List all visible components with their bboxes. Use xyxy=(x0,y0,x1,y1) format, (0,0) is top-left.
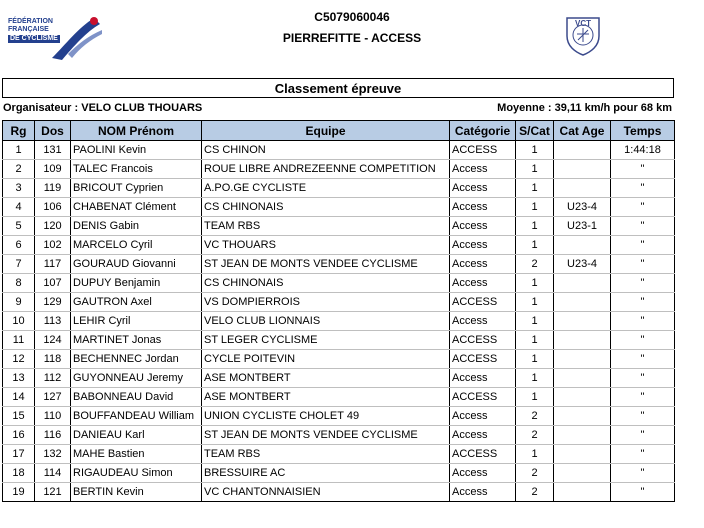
bib-cell: 131 xyxy=(35,141,71,160)
bib-cell: 116 xyxy=(35,426,71,445)
category-cell: ACCESS xyxy=(450,331,516,350)
time-cell: " xyxy=(611,331,675,350)
bib-cell: 127 xyxy=(35,388,71,407)
subcategory-cell: 1 xyxy=(516,445,554,464)
organizer-label: Organisateur : VELO CLUB THOUARS xyxy=(3,102,203,114)
table-row xyxy=(3,198,675,217)
rank-cell: 14 xyxy=(3,388,35,407)
time-cell: " xyxy=(611,407,675,426)
rank-cell: 9 xyxy=(3,293,35,312)
col-header-bib: Dos xyxy=(35,121,71,141)
bib-cell: 102 xyxy=(35,236,71,255)
table-row xyxy=(3,445,675,464)
table-row xyxy=(3,350,675,369)
team-cell: CS CHINONAIS xyxy=(202,198,450,217)
bib-cell: 114 xyxy=(35,464,71,483)
subcategory-cell: 1 xyxy=(516,236,554,255)
team-cell: ROUE LIBRE ANDREZEENNE COMPETITION xyxy=(202,160,450,179)
time-cell: " xyxy=(611,179,675,198)
bib-cell: 119 xyxy=(35,179,71,198)
name-cell: BRICOUT Cyprien xyxy=(71,179,202,198)
age-category-cell: U23-1 xyxy=(554,217,611,236)
name-cell: BABONNEAU David xyxy=(71,388,202,407)
name-cell: CHABENAT Clément xyxy=(71,198,202,217)
team-cell: CYCLE POITEVIN xyxy=(202,350,450,369)
subcategory-cell: 1 xyxy=(516,179,554,198)
table-row xyxy=(3,255,675,274)
age-category-cell xyxy=(554,293,611,312)
age-category-cell xyxy=(554,464,611,483)
col-header-rank: Rg xyxy=(3,121,35,141)
federation-line1: FÉDÉRATION xyxy=(8,18,53,25)
category-cell: Access xyxy=(450,179,516,198)
age-category-cell xyxy=(554,179,611,198)
club-logo-text: VCT xyxy=(575,19,591,28)
bib-cell: 124 xyxy=(35,331,71,350)
rank-cell: 8 xyxy=(3,274,35,293)
name-cell: LEHIR Cyril xyxy=(71,312,202,331)
team-cell: ST JEAN DE MONTS VENDEE CYCLISME xyxy=(202,255,450,274)
category-cell: ACCESS xyxy=(450,141,516,160)
category-cell: Access xyxy=(450,312,516,331)
subcategory-cell: 1 xyxy=(516,160,554,179)
col-header-time: Temps xyxy=(611,121,675,141)
team-cell: A.PO.GE CYCLISTE xyxy=(202,179,450,198)
team-cell: TEAM RBS xyxy=(202,445,450,464)
subcategory-cell: 2 xyxy=(516,407,554,426)
bib-cell: 120 xyxy=(35,217,71,236)
table-row xyxy=(3,274,675,293)
category-cell: Access xyxy=(450,236,516,255)
bib-cell: 129 xyxy=(35,293,71,312)
federation-line2: FRANÇAISE xyxy=(8,26,49,33)
name-cell: GAUTRON Axel xyxy=(71,293,202,312)
time-cell: " xyxy=(611,369,675,388)
category-cell: Access xyxy=(450,255,516,274)
name-cell: DUPUY Benjamin xyxy=(71,274,202,293)
team-cell: UNION CYCLISTE CHOLET 49 xyxy=(202,407,450,426)
table-row xyxy=(3,236,675,255)
name-cell: DENIS Gabin xyxy=(71,217,202,236)
bib-cell: 132 xyxy=(35,445,71,464)
time-cell: " xyxy=(611,198,675,217)
age-category-cell: U23-4 xyxy=(554,198,611,217)
name-cell: BOUFFANDEAU William xyxy=(71,407,202,426)
time-cell: 1:44:18 xyxy=(611,141,675,160)
age-category-cell xyxy=(554,331,611,350)
category-cell: Access xyxy=(450,426,516,445)
rank-cell: 17 xyxy=(3,445,35,464)
results-body xyxy=(3,141,675,502)
bib-cell: 121 xyxy=(35,483,71,502)
age-category-cell xyxy=(554,274,611,293)
team-cell: ST LEGER CYCLISME xyxy=(202,331,450,350)
bib-cell: 106 xyxy=(35,198,71,217)
time-cell: " xyxy=(611,255,675,274)
table-row xyxy=(3,464,675,483)
team-cell: ST JEAN DE MONTS VENDEE CYCLISME xyxy=(202,426,450,445)
bib-cell: 113 xyxy=(35,312,71,331)
subcategory-cell: 1 xyxy=(516,141,554,160)
subcategory-cell: 1 xyxy=(516,312,554,331)
bib-cell: 107 xyxy=(35,274,71,293)
bib-cell: 110 xyxy=(35,407,71,426)
name-cell: DANIEAU Karl xyxy=(71,426,202,445)
team-cell: ASE MONTBERT xyxy=(202,369,450,388)
col-header-name: NOM Prénom xyxy=(71,121,202,141)
name-cell: PAOLINI Kevin xyxy=(71,141,202,160)
time-cell: " xyxy=(611,350,675,369)
table-row xyxy=(3,160,675,179)
federation-line3: DE CYCLISME xyxy=(10,35,58,42)
team-cell: CS CHINONAIS xyxy=(202,274,450,293)
rank-cell: 16 xyxy=(3,426,35,445)
age-category-cell xyxy=(554,426,611,445)
table-row xyxy=(3,388,675,407)
team-cell: ASE MONTBERT xyxy=(202,388,450,407)
team-cell: BRESSUIRE AC xyxy=(202,464,450,483)
name-cell: MARCELO Cyril xyxy=(71,236,202,255)
col-header-category: Catégorie xyxy=(450,121,516,141)
category-cell: ACCESS xyxy=(450,445,516,464)
rank-cell: 5 xyxy=(3,217,35,236)
time-cell: " xyxy=(611,464,675,483)
category-cell: Access xyxy=(450,274,516,293)
age-category-cell xyxy=(554,160,611,179)
time-cell: " xyxy=(611,293,675,312)
name-cell: BECHENNEC Jordan xyxy=(71,350,202,369)
club-crest-logo xyxy=(563,12,603,56)
table-row xyxy=(3,141,675,160)
rank-cell: 13 xyxy=(3,369,35,388)
time-cell: " xyxy=(611,160,675,179)
name-cell: RIGAUDEAU Simon xyxy=(71,464,202,483)
name-cell: BERTIN Kevin xyxy=(71,483,202,502)
rank-cell: 18 xyxy=(3,464,35,483)
name-cell: GOURAUD Giovanni xyxy=(71,255,202,274)
time-cell: " xyxy=(611,388,675,407)
age-category-cell xyxy=(554,407,611,426)
bib-cell: 118 xyxy=(35,350,71,369)
subcategory-cell: 1 xyxy=(516,388,554,407)
name-cell: GUYONNEAU Jeremy xyxy=(71,369,202,388)
rank-cell: 6 xyxy=(3,236,35,255)
subcategory-cell: 1 xyxy=(516,198,554,217)
rank-cell: 2 xyxy=(3,160,35,179)
team-cell: CS CHINON xyxy=(202,141,450,160)
rank-cell: 15 xyxy=(3,407,35,426)
subcategory-cell: 1 xyxy=(516,293,554,312)
rank-cell: 10 xyxy=(3,312,35,331)
category-cell: Access xyxy=(450,198,516,217)
team-cell: VS DOMPIERROIS xyxy=(202,293,450,312)
subcategory-cell: 2 xyxy=(516,255,554,274)
team-cell: VC THOUARS xyxy=(202,236,450,255)
time-cell: " xyxy=(611,483,675,502)
rank-cell: 11 xyxy=(3,331,35,350)
age-category-cell: U23-4 xyxy=(554,255,611,274)
age-category-cell xyxy=(554,236,611,255)
rank-cell: 12 xyxy=(3,350,35,369)
average-speed-label: Moyenne : 39,11 km/h pour 68 km xyxy=(497,102,672,114)
rank-cell: 1 xyxy=(3,141,35,160)
age-category-cell xyxy=(554,312,611,331)
table-row xyxy=(3,369,675,388)
subcategory-cell: 1 xyxy=(516,331,554,350)
time-cell: " xyxy=(611,312,675,331)
table-row xyxy=(3,312,675,331)
table-header-row xyxy=(3,121,675,141)
age-category-cell xyxy=(554,141,611,160)
team-cell: TEAM RBS xyxy=(202,217,450,236)
team-cell: VELO CLUB LIONNAIS xyxy=(202,312,450,331)
category-cell: Access xyxy=(450,369,516,388)
table-row xyxy=(3,483,675,502)
table-row xyxy=(3,426,675,445)
subcategory-cell: 2 xyxy=(516,426,554,445)
col-header-subcategory: S/Cat xyxy=(516,121,554,141)
bib-cell: 112 xyxy=(35,369,71,388)
results-table xyxy=(2,120,675,502)
category-cell: Access xyxy=(450,217,516,236)
category-cell: Access xyxy=(450,483,516,502)
time-cell: " xyxy=(611,274,675,293)
race-code: C5079060046 xyxy=(314,10,390,24)
subcategory-cell: 1 xyxy=(516,350,554,369)
time-cell: " xyxy=(611,426,675,445)
category-cell: Access xyxy=(450,407,516,426)
table-row xyxy=(3,293,675,312)
category-cell: ACCESS xyxy=(450,388,516,407)
bib-cell: 117 xyxy=(35,255,71,274)
time-cell: " xyxy=(611,445,675,464)
age-category-cell xyxy=(554,445,611,464)
section-title: Classement épreuve xyxy=(2,78,674,98)
rank-cell: 7 xyxy=(3,255,35,274)
time-cell: " xyxy=(611,217,675,236)
age-category-cell xyxy=(554,350,611,369)
col-header-age-category: Cat Age xyxy=(554,121,611,141)
bib-cell: 109 xyxy=(35,160,71,179)
table-row xyxy=(3,407,675,426)
table-row xyxy=(3,179,675,198)
age-category-cell xyxy=(554,388,611,407)
time-cell: " xyxy=(611,236,675,255)
subcategory-cell: 1 xyxy=(516,274,554,293)
name-cell: MAHE Bastien xyxy=(71,445,202,464)
category-cell: ACCESS xyxy=(450,350,516,369)
category-cell: Access xyxy=(450,160,516,179)
subcategory-cell: 1 xyxy=(516,369,554,388)
rank-cell: 3 xyxy=(3,179,35,198)
team-cell: VC CHANTONNAISIEN xyxy=(202,483,450,502)
rank-cell: 4 xyxy=(3,198,35,217)
subcategory-cell: 2 xyxy=(516,483,554,502)
name-cell: MARTINET Jonas xyxy=(71,331,202,350)
race-title: PIERREFITTE - ACCESS xyxy=(282,31,422,45)
age-category-cell xyxy=(554,483,611,502)
subcategory-cell: 2 xyxy=(516,464,554,483)
age-category-cell xyxy=(554,369,611,388)
category-cell: Access xyxy=(450,464,516,483)
rank-cell: 19 xyxy=(3,483,35,502)
col-header-team: Equipe xyxy=(202,121,450,141)
category-cell: ACCESS xyxy=(450,293,516,312)
table-row xyxy=(3,217,675,236)
table-row xyxy=(3,331,675,350)
name-cell: TALEC Francois xyxy=(71,160,202,179)
subcategory-cell: 1 xyxy=(516,217,554,236)
